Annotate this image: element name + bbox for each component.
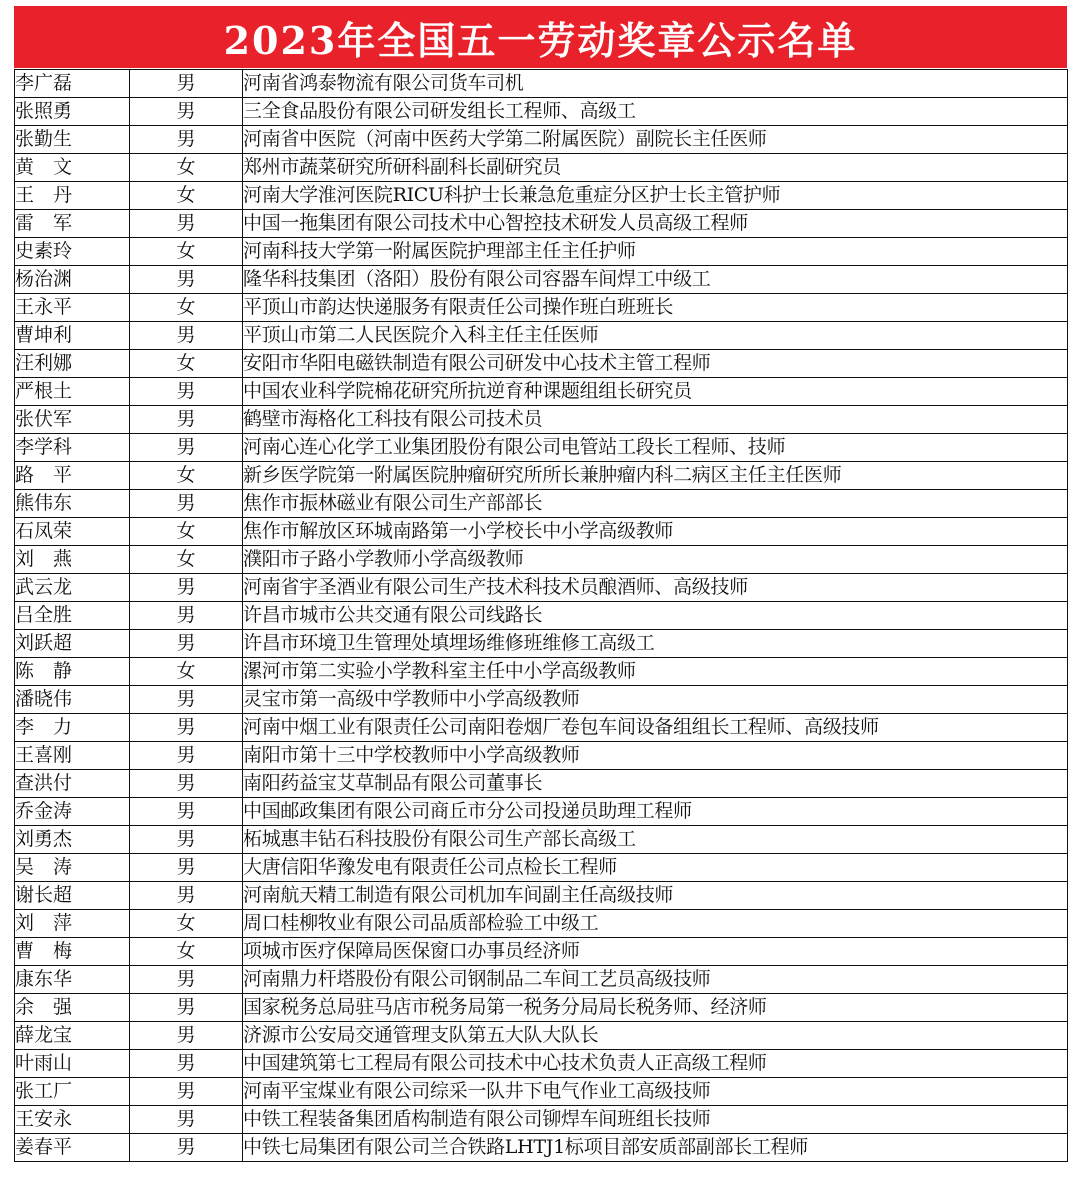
name-cell: 王安永 (15, 1106, 130, 1134)
table-row (15, 574, 1068, 602)
unit-title-cell: 中国农业科学院棉花研究所抗逆育种课题组组长研究员 (243, 378, 1068, 406)
name-cell: 姜春平 (15, 1134, 130, 1162)
table-row (15, 742, 1068, 770)
name-cell: 石凤荣 (15, 518, 130, 546)
table-row (15, 658, 1068, 686)
gender-cell: 女 (130, 294, 243, 322)
name-cell: 谢长超 (15, 882, 130, 910)
gender-cell: 男 (130, 1106, 243, 1134)
gender-cell: 男 (130, 630, 243, 658)
name-cell: 王 丹 (15, 182, 130, 210)
table-row (15, 1078, 1068, 1106)
table-row (15, 1134, 1068, 1162)
unit-title-cell: 濮阳市子路小学教师小学高级教师 (243, 546, 1068, 574)
unit-title-cell: 中国建筑第七工程局有限公司技术中心技术负责人正高级工程师 (243, 1050, 1068, 1078)
name-cell: 曹 梅 (15, 938, 130, 966)
unit-title-cell: 河南省中医院（河南中医药大学第二附属医院）副院长主任医师 (243, 126, 1068, 154)
name-cell: 余 强 (15, 994, 130, 1022)
gender-cell: 男 (130, 322, 243, 350)
table-row (15, 854, 1068, 882)
unit-title-cell: 中国一拖集团有限公司技术中心智控技术研发人员高级工程师 (243, 210, 1068, 238)
unit-title-cell: 周口桂柳牧业有限公司品质部检验工中级工 (243, 910, 1068, 938)
unit-title-cell: 郑州市蔬菜研究所研科副科长副研究员 (243, 154, 1068, 182)
name-cell: 陈 静 (15, 658, 130, 686)
unit-title-cell: 灵宝市第一高级中学教师中小学高级教师 (243, 686, 1068, 714)
table-row (15, 238, 1068, 266)
unit-title-cell: 河南省鸿泰物流有限公司货车司机 (243, 70, 1068, 98)
name-cell: 康东华 (15, 966, 130, 994)
gender-cell: 男 (130, 70, 243, 98)
unit-title-cell: 河南科技大学第一附属医院护理部主任主任护师 (243, 238, 1068, 266)
gender-cell: 男 (130, 574, 243, 602)
unit-title-cell: 鹤壁市海格化工科技有限公司技术员 (243, 406, 1068, 434)
name-cell: 李学科 (15, 434, 130, 462)
gender-cell: 男 (130, 602, 243, 630)
table-row (15, 714, 1068, 742)
table-row (15, 686, 1068, 714)
gender-cell: 男 (130, 770, 243, 798)
table-row (15, 602, 1068, 630)
name-cell: 吕全胜 (15, 602, 130, 630)
award-list-body (15, 70, 1068, 1162)
table-row (15, 70, 1068, 98)
unit-title-cell: 许昌市城市公共交通有限公司线路长 (243, 602, 1068, 630)
gender-cell: 女 (130, 546, 243, 574)
unit-title-cell: 河南鼎力杆塔股份有限公司钢制品二车间工艺员高级技师 (243, 966, 1068, 994)
unit-title-cell: 河南心连心化学工业集团股份有限公司电管站工段长工程师、技师 (243, 434, 1068, 462)
unit-title-cell: 项城市医疗保障局医保窗口办事员经济师 (243, 938, 1068, 966)
gender-cell: 男 (130, 434, 243, 462)
unit-title-cell: 新乡医学院第一附属医院肿瘤研究所所长兼肿瘤内科二病区主任主任医师 (243, 462, 1068, 490)
table-row (15, 1050, 1068, 1078)
table-row (15, 1022, 1068, 1050)
name-cell: 张勤生 (15, 126, 130, 154)
gender-cell: 男 (130, 742, 243, 770)
unit-title-cell: 焦作市振林磁业有限公司生产部部长 (243, 490, 1068, 518)
name-cell: 张照勇 (15, 98, 130, 126)
gender-cell: 女 (130, 350, 243, 378)
name-cell: 杨治渊 (15, 266, 130, 294)
unit-title-cell: 安阳市华阳电磁铁制造有限公司研发中心技术主管工程师 (243, 350, 1068, 378)
name-cell: 潘晓伟 (15, 686, 130, 714)
title-banner (14, 6, 1067, 68)
name-cell: 张伏军 (15, 406, 130, 434)
table-row (15, 266, 1068, 294)
gender-cell: 男 (130, 882, 243, 910)
table-row (15, 966, 1068, 994)
gender-cell: 女 (130, 238, 243, 266)
unit-title-cell: 三全食品股份有限公司研发组长工程师、高级工 (243, 98, 1068, 126)
name-cell: 黄 文 (15, 154, 130, 182)
table-row (15, 126, 1068, 154)
table-row (15, 882, 1068, 910)
gender-cell: 男 (130, 826, 243, 854)
name-cell: 汪利娜 (15, 350, 130, 378)
table-row (15, 406, 1068, 434)
gender-cell: 男 (130, 490, 243, 518)
name-cell: 严根土 (15, 378, 130, 406)
unit-title-cell: 河南省宇圣酒业有限公司生产技术科技术员酿酒师、高级技师 (243, 574, 1068, 602)
table-row (15, 910, 1068, 938)
name-cell: 王永平 (15, 294, 130, 322)
table-row (15, 322, 1068, 350)
gender-cell: 女 (130, 938, 243, 966)
name-cell: 张工厂 (15, 1078, 130, 1106)
unit-title-cell: 河南中烟工业有限责任公司南阳卷烟厂卷包车间设备组组长工程师、高级技师 (243, 714, 1068, 742)
gender-cell: 女 (130, 462, 243, 490)
unit-title-cell: 漯河市第二实验小学教科室主任中小学高级教师 (243, 658, 1068, 686)
name-cell: 吴 涛 (15, 854, 130, 882)
table-row (15, 294, 1068, 322)
table-row (15, 1106, 1068, 1134)
gender-cell: 男 (130, 994, 243, 1022)
page-title: 2023年全国五一劳动奖章公示名单 (223, 17, 858, 63)
gender-cell: 女 (130, 182, 243, 210)
table-row (15, 518, 1068, 546)
unit-title-cell: 河南大学淮河医院RICU科护士长兼急危重症分区护士长主管护师 (243, 182, 1068, 210)
unit-title-cell: 许昌市环境卫生管理处填埋场维修班维修工高级工 (243, 630, 1068, 658)
gender-cell: 男 (130, 1134, 243, 1162)
gender-cell: 女 (130, 658, 243, 686)
table-row (15, 546, 1068, 574)
gender-cell: 男 (130, 210, 243, 238)
gender-cell: 男 (130, 1022, 243, 1050)
table-row (15, 434, 1068, 462)
unit-title-cell: 河南平宝煤业有限公司综采一队井下电气作业工高级技师 (243, 1078, 1068, 1106)
gender-cell: 男 (130, 266, 243, 294)
gender-cell: 男 (130, 966, 243, 994)
name-cell: 查洪付 (15, 770, 130, 798)
unit-title-cell: 柘城惠丰钻石科技股份有限公司生产部长高级工 (243, 826, 1068, 854)
award-list-table (14, 69, 1068, 1162)
gender-cell: 男 (130, 854, 243, 882)
gender-cell: 女 (130, 154, 243, 182)
table-row (15, 798, 1068, 826)
unit-title-cell: 国家税务总局驻马店市税务局第一税务分局局长税务师、经济师 (243, 994, 1068, 1022)
gender-cell: 女 (130, 518, 243, 546)
table-row (15, 182, 1068, 210)
unit-title-cell: 平顶山市韵达快递服务有限责任公司操作班白班班长 (243, 294, 1068, 322)
name-cell: 曹坤利 (15, 322, 130, 350)
unit-title-cell: 隆华科技集团（洛阳）股份有限公司容器车间焊工中级工 (243, 266, 1068, 294)
name-cell: 李 力 (15, 714, 130, 742)
name-cell: 刘勇杰 (15, 826, 130, 854)
gender-cell: 男 (130, 98, 243, 126)
unit-title-cell: 中铁七局集团有限公司兰合铁路LHTJ1标项目部安质部副部长工程师 (243, 1134, 1068, 1162)
unit-title-cell: 中铁工程装备集团盾构制造有限公司铆焊车间班组长技师 (243, 1106, 1068, 1134)
table-row (15, 994, 1068, 1022)
gender-cell: 男 (130, 798, 243, 826)
unit-title-cell: 焦作市解放区环城南路第一小学校长中小学高级教师 (243, 518, 1068, 546)
table-row (15, 462, 1068, 490)
name-cell: 熊伟东 (15, 490, 130, 518)
unit-title-cell: 中国邮政集团有限公司商丘市分公司投递员助理工程师 (243, 798, 1068, 826)
gender-cell: 男 (130, 126, 243, 154)
gender-cell: 女 (130, 910, 243, 938)
unit-title-cell: 南阳药益宝艾草制品有限公司董事长 (243, 770, 1068, 798)
table-row (15, 630, 1068, 658)
gender-cell: 男 (130, 686, 243, 714)
table-row (15, 98, 1068, 126)
name-cell: 李广磊 (15, 70, 130, 98)
table-row (15, 378, 1068, 406)
name-cell: 王喜刚 (15, 742, 130, 770)
gender-cell: 男 (130, 378, 243, 406)
name-cell: 叶雨山 (15, 1050, 130, 1078)
gender-cell: 男 (130, 1078, 243, 1106)
name-cell: 武云龙 (15, 574, 130, 602)
table-row (15, 938, 1068, 966)
gender-cell: 男 (130, 406, 243, 434)
unit-title-cell: 济源市公安局交通管理支队第五大队大队长 (243, 1022, 1068, 1050)
table-row (15, 826, 1068, 854)
unit-title-cell: 南阳市第十三中学校教师中小学高级教师 (243, 742, 1068, 770)
gender-cell: 男 (130, 714, 243, 742)
unit-title-cell: 河南航天精工制造有限公司机加车间副主任高级技师 (243, 882, 1068, 910)
table-row (15, 210, 1068, 238)
name-cell: 刘 燕 (15, 546, 130, 574)
gender-cell: 男 (130, 1050, 243, 1078)
name-cell: 薛龙宝 (15, 1022, 130, 1050)
table-row (15, 770, 1068, 798)
unit-title-cell: 平顶山市第二人民医院介入科主任主任医师 (243, 322, 1068, 350)
name-cell: 雷 军 (15, 210, 130, 238)
table-row (15, 490, 1068, 518)
table-row (15, 350, 1068, 378)
name-cell: 史素玲 (15, 238, 130, 266)
name-cell: 路 平 (15, 462, 130, 490)
name-cell: 刘跃超 (15, 630, 130, 658)
name-cell: 刘 萍 (15, 910, 130, 938)
name-cell: 乔金涛 (15, 798, 130, 826)
unit-title-cell: 大唐信阳华豫发电有限责任公司点检长工程师 (243, 854, 1068, 882)
table-row (15, 154, 1068, 182)
